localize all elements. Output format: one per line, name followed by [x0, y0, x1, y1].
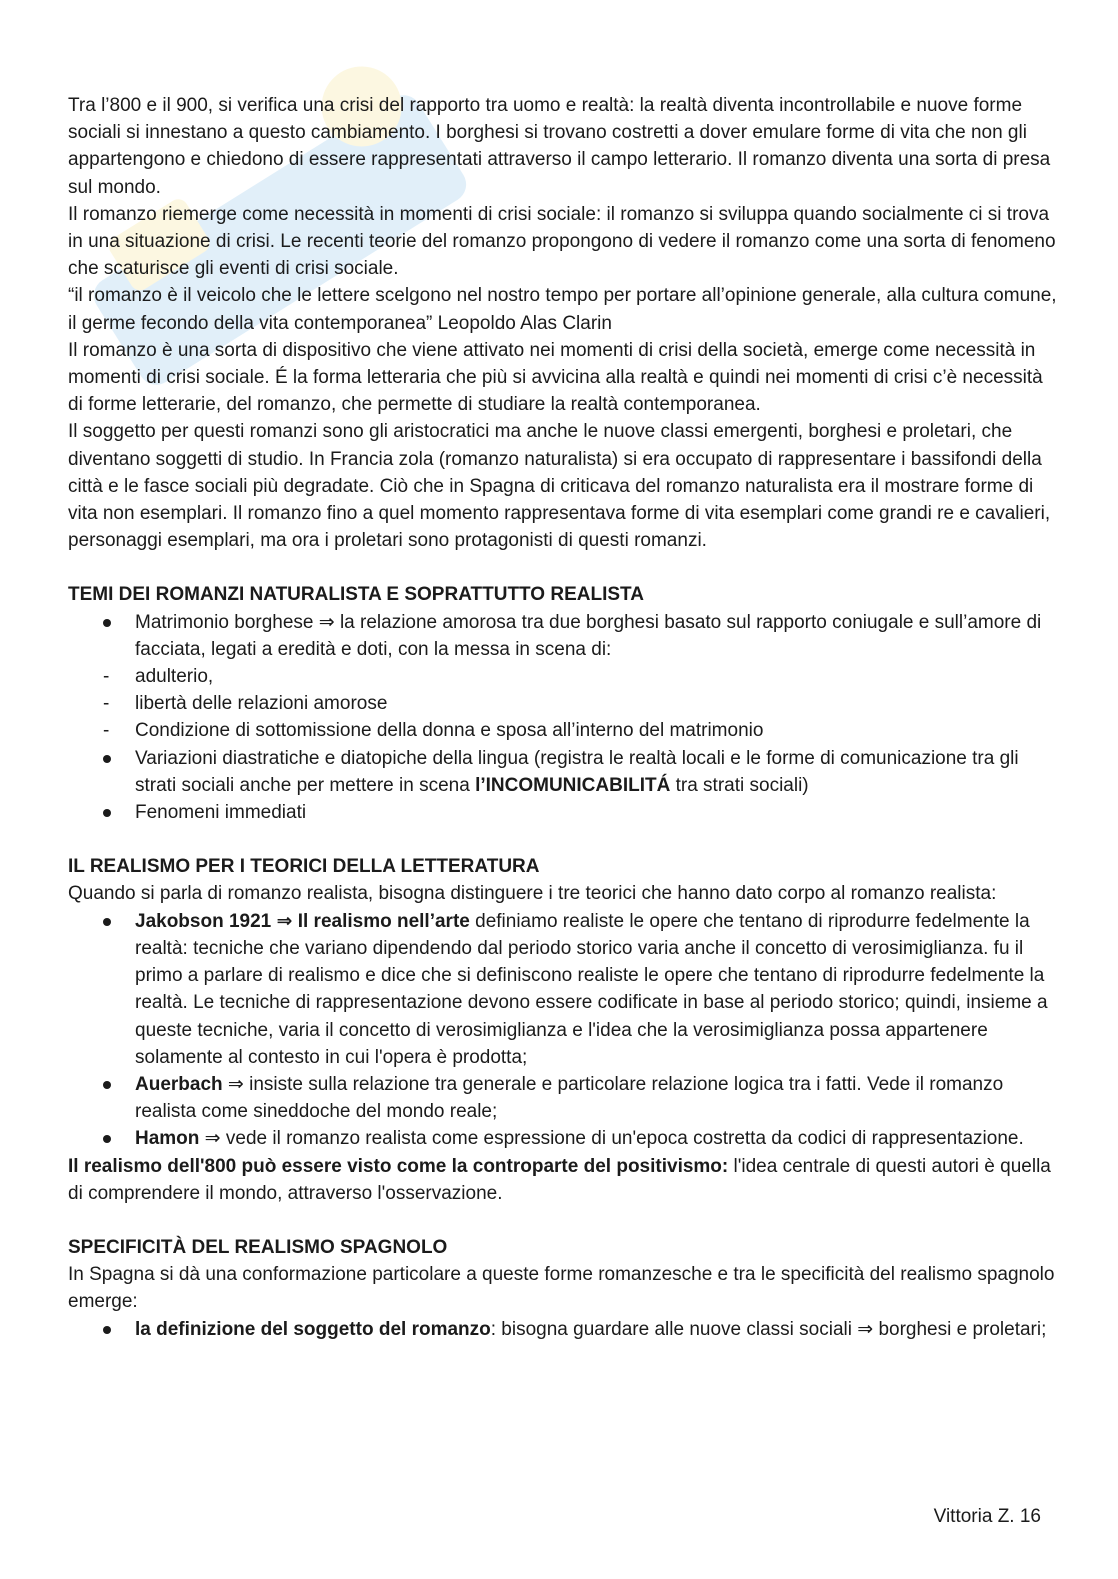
list-item [68, 745, 1058, 799]
section-heading-realismo: IL REALISMO PER I TEORICI DELLA LETTERATURA [68, 856, 540, 878]
list-item [68, 663, 1058, 690]
list-item-text: ⇒ vede il romanzo realista come espressione di un'epoca costretta da codici di rappresentazione. [199, 1128, 1024, 1150]
section-heading-spagnolo: SPECIFICITÀ DEL REALISMO SPAGNOLO [68, 1236, 448, 1258]
spagnolo-list [68, 1316, 1058, 1343]
intro-paragraph-1: Tra l’800 e il 900, si verifica una crisi del rapporto tra uomo e realtà: la realtà diventa incontrollabile e nuove forme sociali si innestano a questo cambiamento. I borghesi si trovano costretti a dover emulare forme di vita che non gli appartengono e chiedono di essere rappresentati attraverso il campo letterario. Il romanzo diventa una sorta di presa sul mondo. [68, 95, 1051, 198]
list-item-text: definiamo realiste le opere che tentano di riprodurre fedelmente la realtà: tecniche che variano dipendendo dal periodo storico varia anche il concetto di verosimiglianza. fu il primo a parlare di realismo e dice che si definiscono realiste le opere che tentano di riprodurre fedelmente la realtà. Le tecniche di rappresentazione devono essere codificate in base al periodo storico; quindi, insieme a queste tecniche, varia il concetto di verosimiglianza e l'idea che la verosimiglianza possa appartenere solamente al contesto in cui l'opera è prodotta; [135, 910, 1048, 1068]
list-item-bold: Jakobson 1921 ⇒ Il realismo nell’arte [135, 910, 470, 932]
list-item-text: tra strati sociali) [670, 774, 809, 796]
list-item-bold: Hamon [135, 1128, 200, 1150]
list-item [68, 799, 1058, 826]
list-item-bold: l’INCOMUNICABILITÁ [475, 774, 671, 796]
list-item-bold: Auerbach [135, 1073, 223, 1095]
page-footer: Vittoria Z. 16 [933, 1506, 1041, 1527]
list-item [68, 609, 1058, 663]
teorici-list [68, 908, 1058, 1153]
list-item [68, 1316, 1058, 1343]
temi-list [68, 609, 1058, 827]
list-item-text: libertà delle relazioni amorose [135, 693, 388, 715]
spagnolo-intro: In Spagna si dà una conformazione particolare a queste forme romanzesche e tra le specificità del realismo spagnolo emerge: [68, 1264, 1055, 1313]
intro-paragraph-3: Il romanzo è una sorta di dispositivo che viene attivato nei momenti di crisi della società, emerge come necessità in momenti di crisi sociale. É la forma letteraria che più si avvicina alla realtà e quindi nei momenti di crisi c’è necessità di forme letterarie, del romanzo, che permette di studiare la realtà contemporanea. [68, 339, 1043, 416]
list-item-text: : bisogna guardare alle nuove classi sociali ⇒ borghesi e proletari; [490, 1318, 1047, 1340]
list-item-text: ⇒ insiste sulla relazione tra generale e particolare relazione logica tra i fatti. Vede il romanzo realista come sineddoche del mondo reale; [135, 1073, 1004, 1123]
document-page [68, 92, 1058, 1343]
closing-text: l'idea centrale di questi autori è quella di comprendere il mondo, attraverso l'osservazione. [68, 1155, 1051, 1204]
intro-paragraph-4: Il soggetto per questi romanzi sono gli aristocratici ma anche le nuove classi emergenti, borghesi e proletari, che diventano soggetti di studio. In Francia zola (romanzo naturalista) si era occupato di rappresentare i bassifondi della città e le fasce sociali più degradate. Ciò che in Spagna di criticava del romanzo naturalista era il mostrare forme di vita non esemplari. Il romanzo fino a quel momento rappresentava forme di vita esemplari come grandi re e cavalieri, personaggi esemplari, ma ora i proletari sono protagonisti di questi romanzi. [68, 421, 1051, 552]
intro-paragraph-2: Il romanzo riemerge come necessità in momenti di crisi sociale: il romanzo si sviluppa quando socialmente ci si trova in una situazione di crisi. Le recenti teorie del romanzo propongono di vedere il romanzo come una sorta di fenomeno che scaturisce gli eventi di crisi sociale. [68, 203, 1056, 280]
list-item-text: adulterio, [135, 666, 214, 688]
realismo-intro: Quando si parla di romanzo realista, bisogna distinguere i tre teorici che hanno dato corpo al romanzo realista: [68, 883, 997, 905]
intro-quote: “il romanzo è il veicolo che le lettere scelgono nel nostro tempo per portare all’opinione generale, alla cultura comune, il germe fecondo della vita contemporanea” Leopoldo Alas Clarin [68, 285, 1057, 334]
list-item [68, 690, 1058, 717]
closing-bold: Il realismo dell'800 può essere visto come la controparte del positivismo: [68, 1155, 729, 1177]
list-item [68, 1125, 1058, 1152]
realismo-closing [68, 1153, 1058, 1207]
list-item-text: Condizione di sottomissione della donna e sposa all’interno del matrimonio [135, 720, 764, 742]
list-item [68, 908, 1058, 1071]
list-item-bold: la definizione del soggetto del romanzo [135, 1318, 491, 1340]
list-item-text: Variazioni diastratiche e diatopiche della lingua (registra le realtà locali e le forme di comunicazione tra gli strati sociali anche per mettere in scena [135, 747, 1019, 796]
section-heading-temi: TEMI DEI ROMANZI NATURALISTA E SOPRATTUTTO REALISTA [68, 584, 644, 606]
list-item [68, 717, 1058, 744]
list-item-text: Matrimonio borghese ⇒ la relazione amorosa tra due borghesi basato sul rapporto coniugale e sull’amore di facciata, legati a eredità e doti, con la messa in scena di: [135, 611, 1042, 660]
list-item [68, 1071, 1058, 1125]
list-item-text: Fenomeni immediati [135, 802, 307, 824]
